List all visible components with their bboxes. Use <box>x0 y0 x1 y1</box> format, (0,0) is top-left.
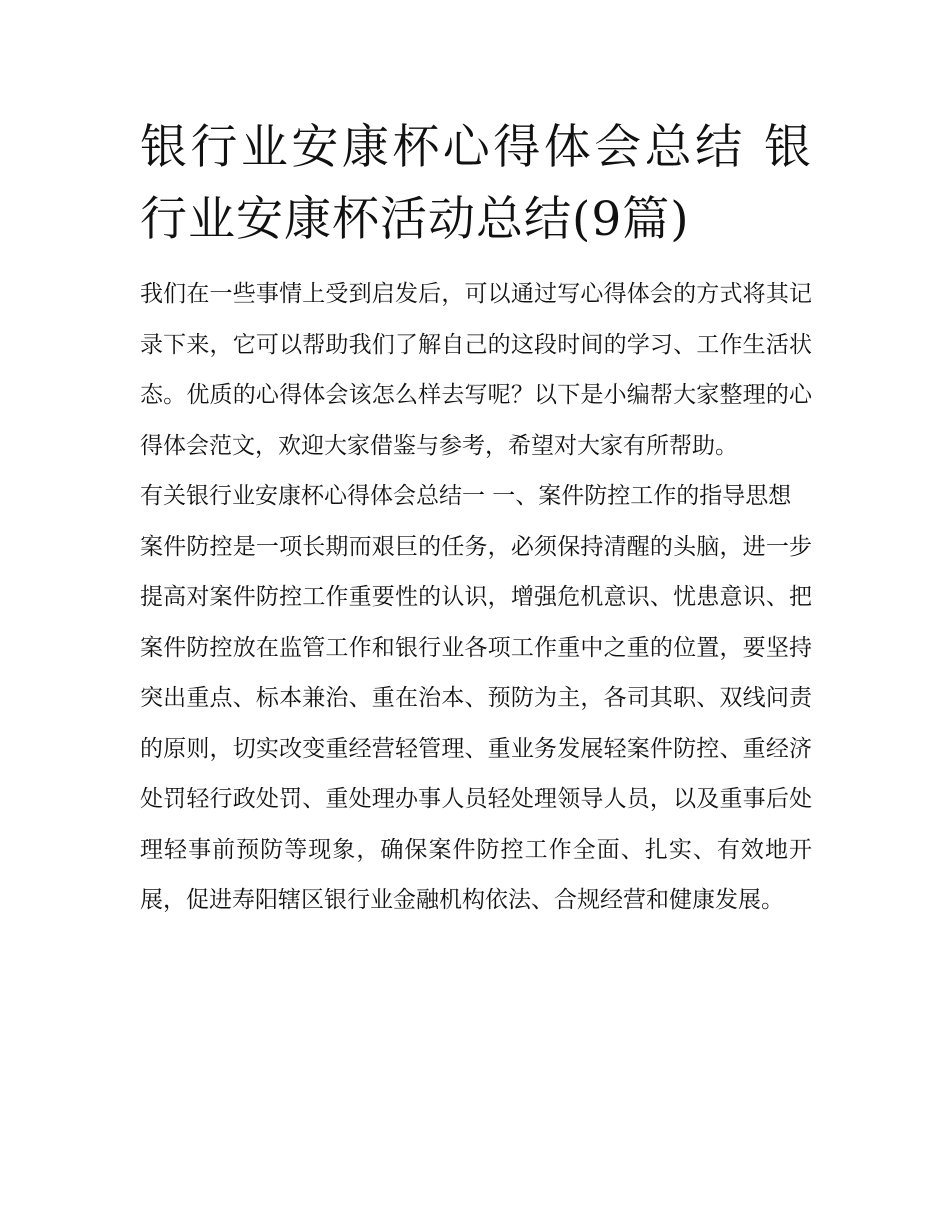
intro-paragraph: 我们在一些事情上受到启发后，可以通过写心得体会的方式将其记录下来，它可以帮助我们了解自己的这段时间的学习、工作生活状态。优质的心得体会该怎么样去写呢？以下是小编帮大家整理的心得体会范文，欢迎大家借鉴与参考，希望对大家有所帮助。 <box>140 281 812 459</box>
document-title: 银行业安康杯心得体会总结 银行业安康杯活动总结(9篇) <box>140 120 812 247</box>
section-heading: 有关银行业安康杯心得体会总结一 一、案件防控工作的指导思想 <box>140 483 792 509</box>
document-content <box>140 112 812 926</box>
body-paragraph: 案件防控是一项长期而艰巨的任务，必须保持清醒的头脑，进一步提高对案件防控工作重要性的认识，增强危机意识、忧患意识、把案件防控放在监管工作和银行业各项工作重中之重的位置，要坚持突出重点、标本兼治、重在治本、预防为主，各司其职、双线问责的原则，切实改变重经营轻管理、重业务发展轻案件防控、重经济处罚轻行政处罚、重处理办事人员轻处理领导人员，以及重事后处理轻事前预防等现象，确保案件防控工作全面、扎实、有效地开展，促进寿阳辖区银行业金融机构依法、合规经营和健康发展。 <box>140 533 812 913</box>
